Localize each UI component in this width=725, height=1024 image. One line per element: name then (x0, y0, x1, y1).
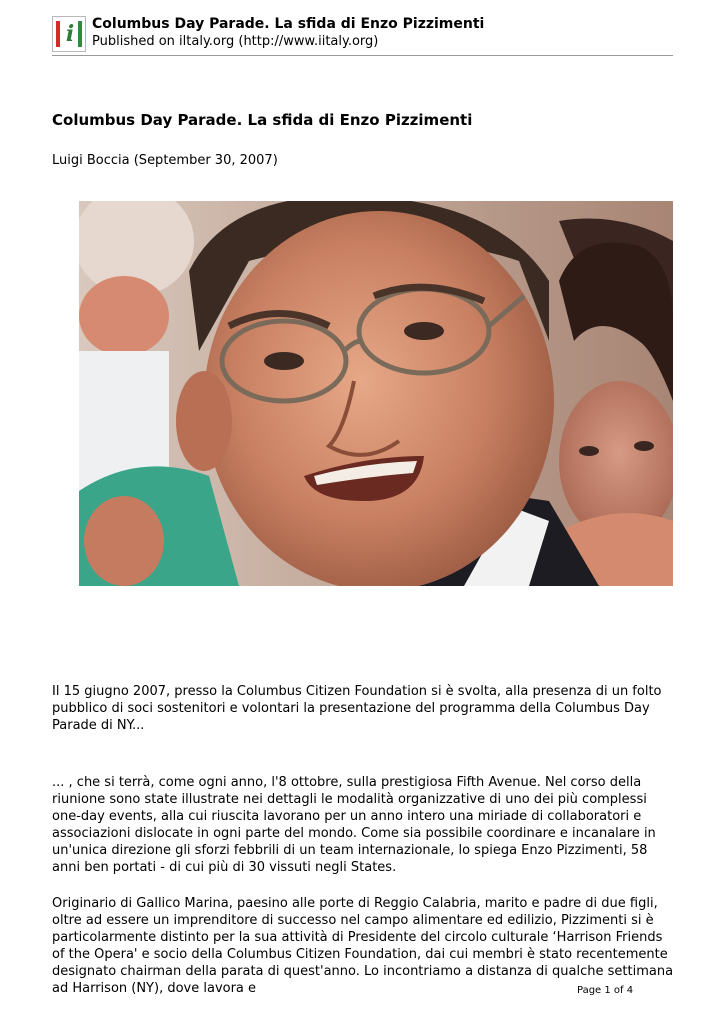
portrait-photo-illustration (79, 201, 673, 586)
article-photo (79, 201, 673, 586)
article-byline: Luigi Boccia (September 30, 2007) (52, 153, 278, 168)
logo-letters: i (65, 21, 75, 47)
article-paragraph-3: Originario di Gallico Marina, paesino alle porte di Reggio Calabria, marito e padre di due figli, oltre ad essere un imprenditore di successo nel campo alimentare ed edilizio, Pizzimenti si è particolarmente distinto per la sua attività di Presidente del circolo culturale ‘Harrison Friends of the Opera' e socio della Columbus Citizen Foundation, dai cui membri è stato recentemente designato chairman della parata di quest'anno. Lo incontriamo a distanza di qualche settimana ad Harrison (NY), dove lavora e (52, 896, 674, 996)
header-source-link[interactable]: Published on iltaly.org (http://www.iitaly.org) (92, 34, 379, 49)
article-paragraph-1: Il 15 giugno 2007, presso la Columbus Citizen Foundation si è svolta, alla presenza di un folto pubblico di soci sostenitori e volontari la presentazione del programma della Columbus Day Parade di NY... (52, 684, 662, 733)
page-header (52, 14, 673, 56)
article-paragraph-2: ... , che si terrà, come ogni anno, l'8 ottobre, sulla prestigiosa Fifth Avenue. Nel corso della riunione sono state illustrate nei dettagli le modalità organizzative di uno dei più complessi one-day events, alla cui riuscita lavorano per un anno intero una miriade di collaboratori e associazioni dislocate in ogni parte del mondo. Come sia possibile coordinare e incanalare in un'unica direzione gli sforzi febbrili di un team internazionale, lo spiega Enzo Pizzimenti, 58 anni ben portati - di cui più di 30 vissuti negli States. (52, 775, 656, 875)
page-number: Page 1 of 4 (577, 985, 634, 996)
header-title: Columbus Day Parade. La sfida di Enzo Pizzimenti (92, 16, 485, 32)
iitaly-logo (52, 16, 86, 52)
logo-green-bar (78, 21, 82, 47)
article-title: Columbus Day Parade. La sfida di Enzo Pizzimenti (52, 111, 473, 129)
